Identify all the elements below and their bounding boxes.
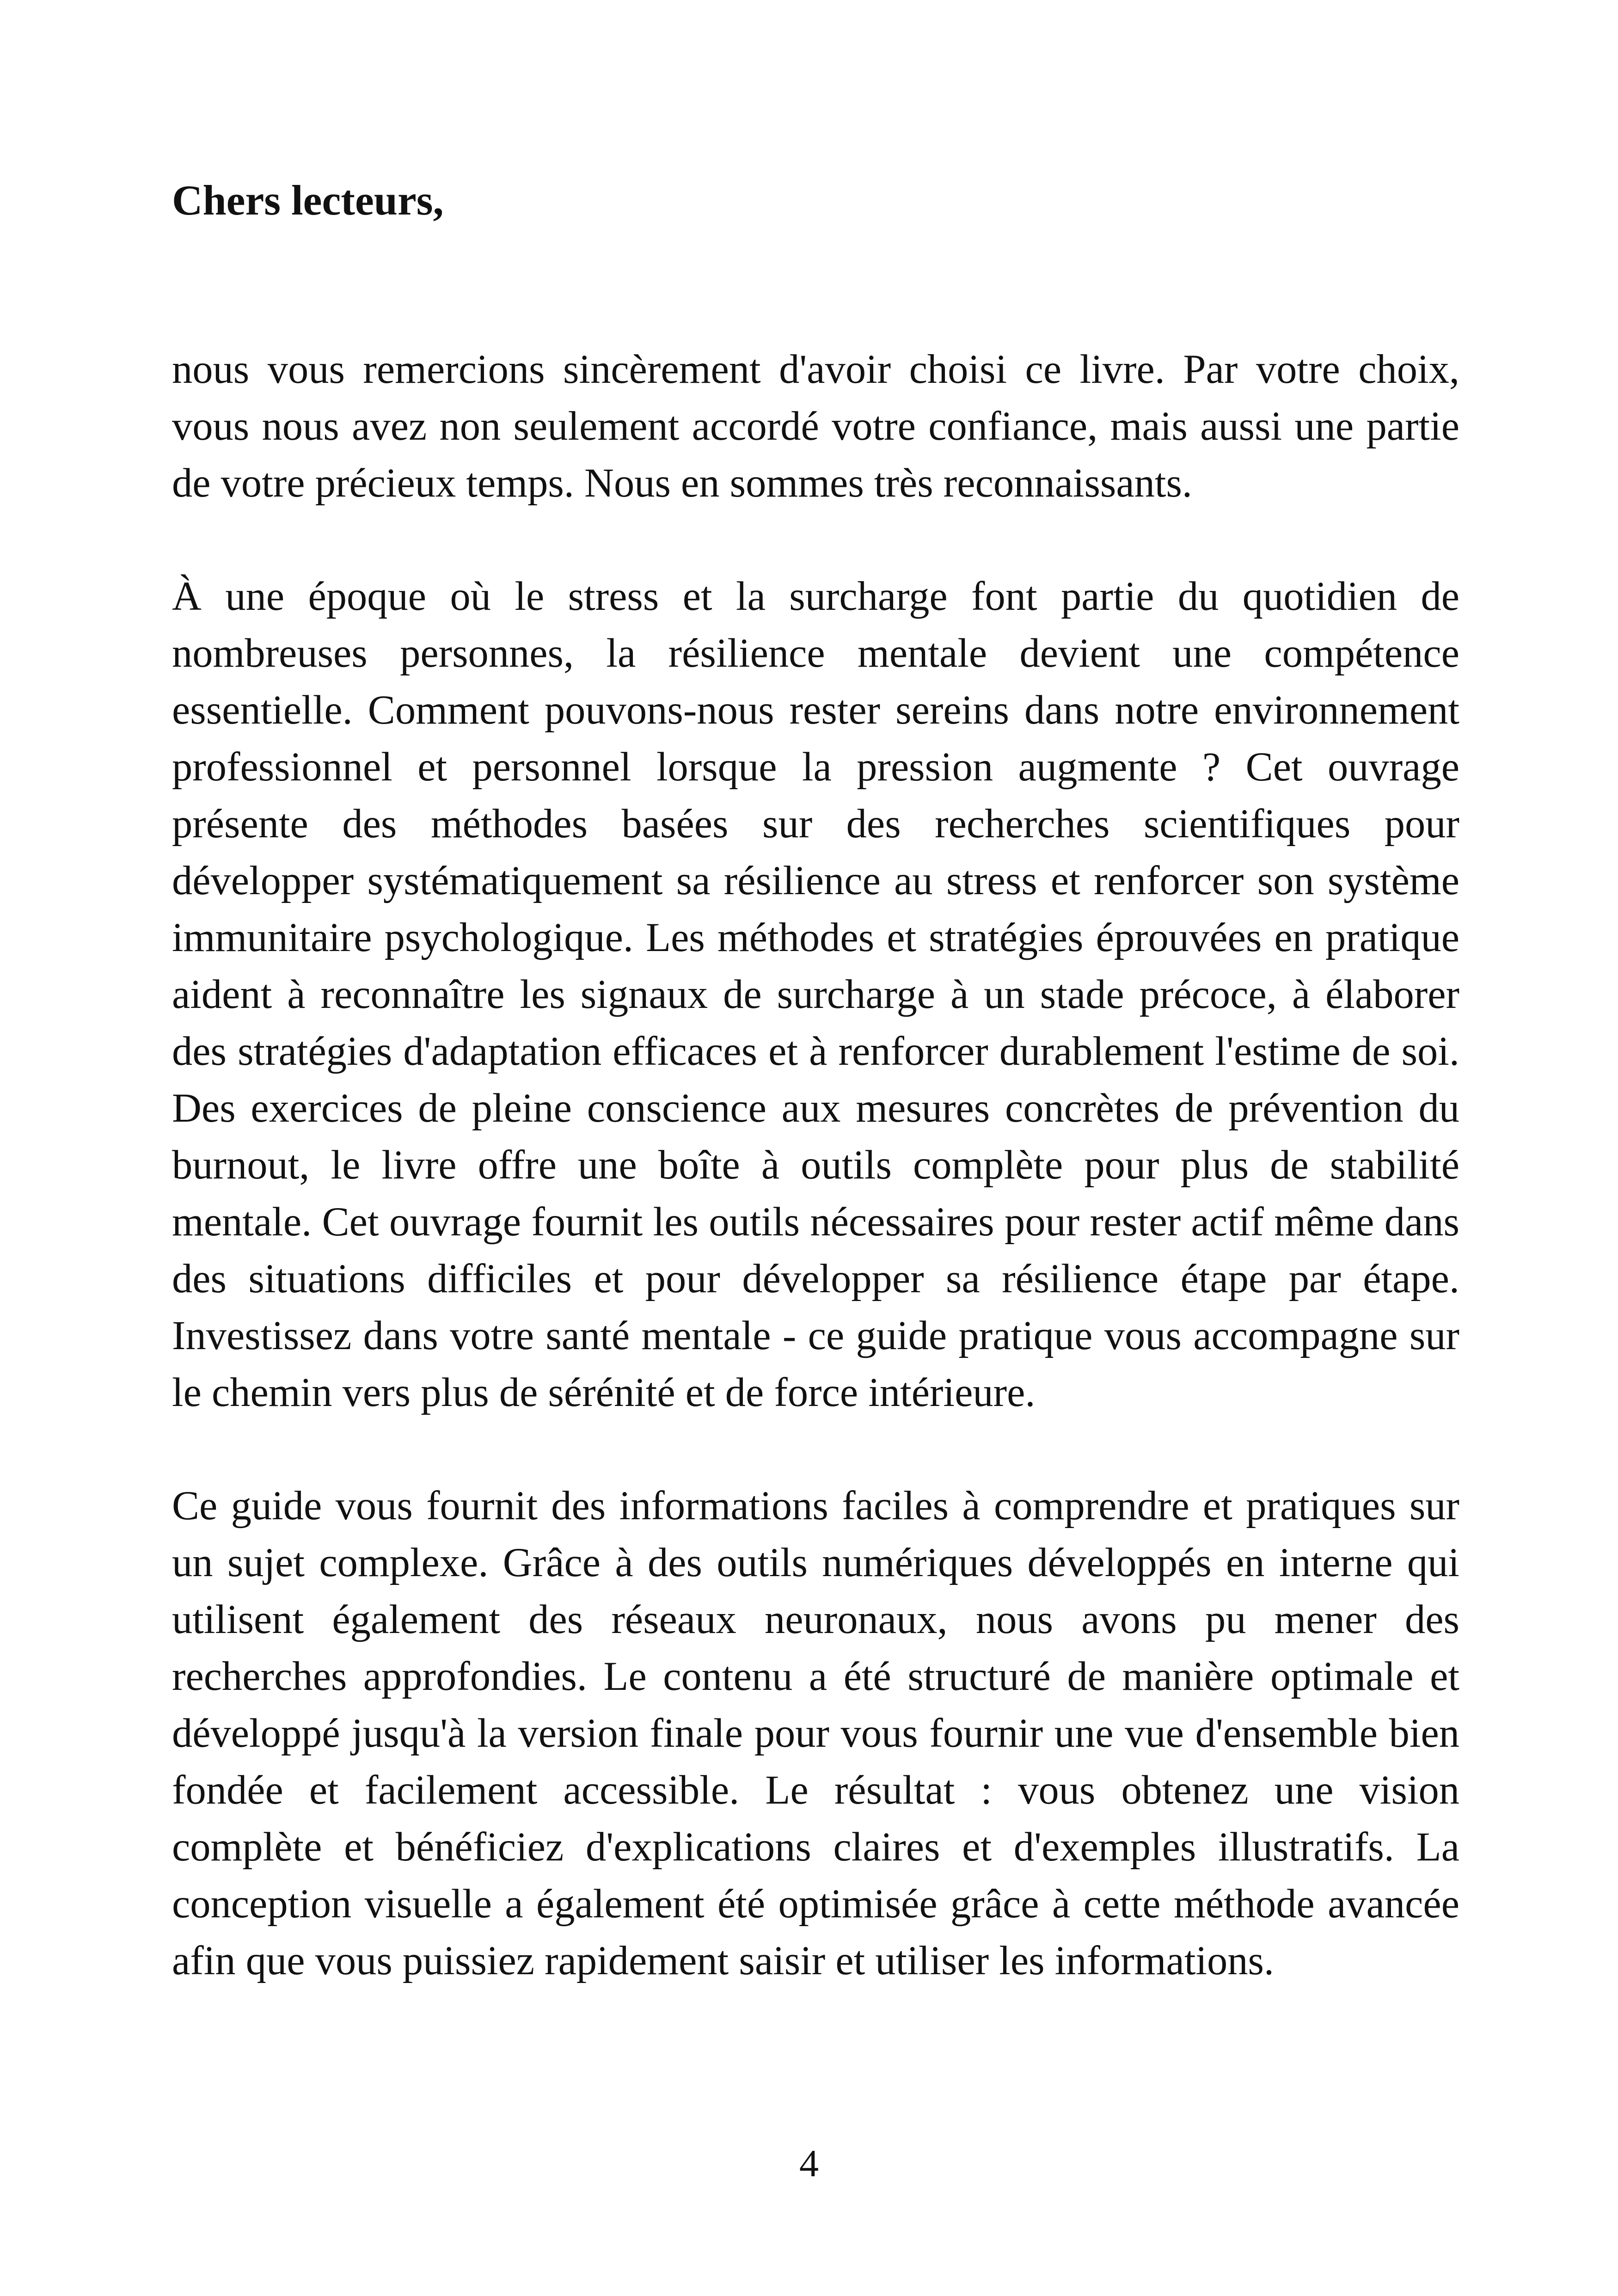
salutation-heading: Chers lecteurs, — [172, 177, 444, 224]
page-number: 4 — [799, 2142, 819, 2185]
paragraph-guide-method: Ce guide vous fournit des informations faciles à comprendre et pratiques sur un sujet complexe. Grâce à des outils numériques développés en interne qui utilisent également des réseaux neuronaux, nous avons pu mener des recherches approfondies. Le contenu a été structuré de manière optimale et développé jusqu'à la version finale pour vous fournir une vue d'ensemble bien fondée et facilement accessible. Le résultat : vous obtenez une vision complète et bénéficiez d'explications claires et d'exemples illustratifs. La conception visuelle a également été optimisée grâce à cette méthode avancée afin que vous puissiez rapidement saisir et utiliser les informations. — [172, 1483, 1459, 1983]
body-text — [172, 341, 1459, 2046]
paragraph-thanks: nous vous remercions sincèrement d'avoir choisi ce livre. Par votre choix, vous nous avez non seulement accordé votre confiance, mais aussi une partie de votre précieux temps. Nous en sommes très reconnaissants. — [172, 347, 1459, 506]
paragraph-book-summary: À une époque où le stress et la surcharge font partie du quotidien de nombreuses personnes, la résilience mentale devient une compétence essentielle. Comment pouvons-nous rester sereins dans notre environnement professionnel et personnel lorsque la pression augmente ? Cet ouvrage présente des méthodes basées sur des recherches scientifiques pour développer systématiquement sa résilience au stress et renforcer son système immunitaire psychologique. Les méthodes et stratégies éprouvées en pratique aident à reconnaître les signaux de surcharge à un stade précoce, à élaborer des stratégies d'adaptation efficaces et à renforcer durablement l'estime de soi. Des exercices de pleine conscience aux mesures concrètes de prévention du burnout, le livre offre une boîte à outils complète pour plus de stabilité mentale. Cet ouvrage fournit les outils nécessaires pour rester actif même dans des situations difficiles et pour développer sa résilience étape par étape. Investissez dans votre santé mentale - ce guide pratique vous accompagne sur le chemin vers plus de sérénité et de force intérieure. — [172, 574, 1459, 1415]
